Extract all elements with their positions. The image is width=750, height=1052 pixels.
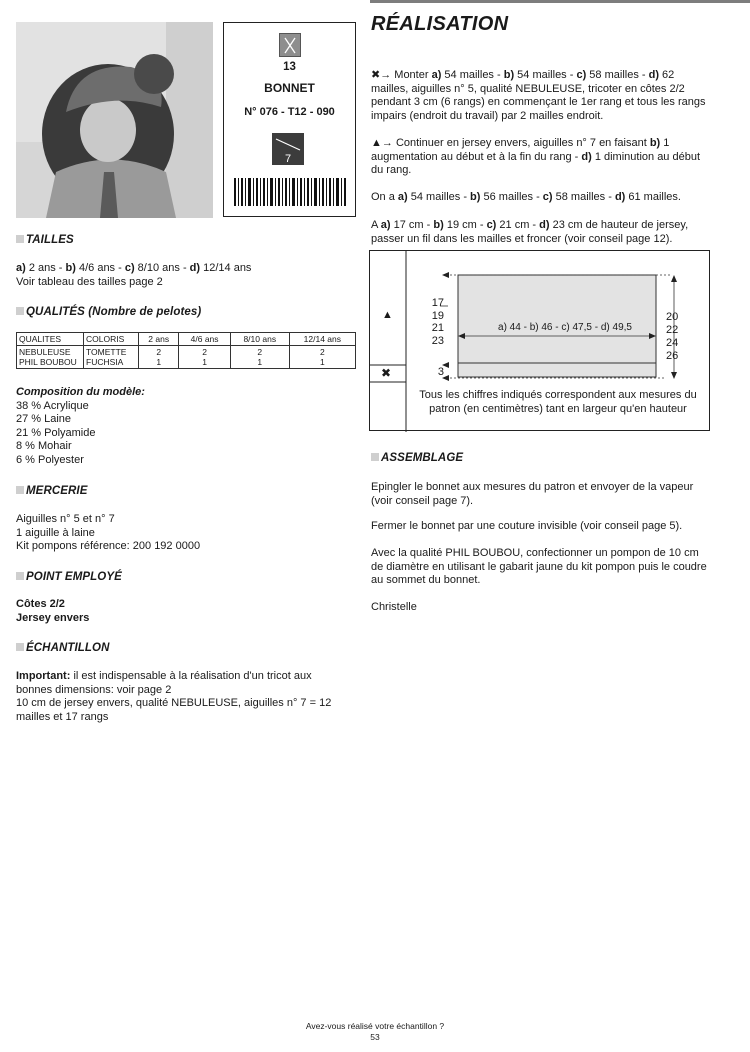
table-header: 8/10 ans [230, 333, 289, 346]
point-heading: POINT EMPLOYÉ [16, 571, 122, 585]
realisation-step-1: ✖→ Monter a) 54 mailles - b) 54 mailles - c) 58 mailles - d) 62 mailles, aiguilles n° 5, qualité NEBULEUSE, tricoter en côtes 2/2 pendant 3 cm (6 rangs) en commençant le 1er rang et tous les rangs impairs (endroit du travail) par 2 mailles endroit. [371, 69, 706, 122]
qualities-table [16, 332, 356, 369]
assemblage-step-3: Avec la qualité PHIL BOUBOU, confectionner un pompon de 10 cm de diamètre en utilisant le gabarit jaune du kit pompon puis le coudre au sommet du bonnet. [371, 547, 707, 586]
barcode-icon [234, 178, 346, 206]
realisation-step-4: A a) 17 cm - b) 19 cm - c) 21 cm - d) 23 cm de hauteur de jersey, passer un fil dans les mailles et froncer (voir conseil page 12). [371, 219, 689, 245]
table-row [17, 346, 356, 369]
footer-question: Avez-vous réalisé votre échantillon ? [305, 1021, 445, 1031]
mercerie-item: Aiguilles n° 5 et n° 7 [16, 513, 115, 525]
table-header: QUALITES [17, 333, 84, 346]
table-header-row [17, 333, 356, 346]
table-header: COLORIS [84, 333, 139, 346]
composition-heading: Composition du modèle: [16, 386, 145, 398]
table-header: 4/6 ans [179, 333, 230, 346]
rib-height-label: 3 [437, 366, 444, 378]
table-cell: TOMETTE FUCHSIA [84, 346, 139, 369]
composition-item: 38 % Acrylique [16, 399, 89, 412]
schema-note: Tous les chiffres indiqués correspondent aux mesures du patron (en centimètres) tant en largeur qu'en hauteur [419, 389, 697, 415]
point-list [16, 598, 89, 625]
pattern-number: 13 [283, 61, 296, 73]
assemblage-heading: ASSEMBLAGE [371, 452, 463, 466]
pattern-reference: N° 076 - T12 - 090 [244, 106, 335, 118]
table-header: 2 ans [139, 333, 179, 346]
pattern-schema [369, 250, 710, 431]
qualites-heading: QUALITÉS (Nombre de pelotes) [16, 306, 201, 320]
tailles-heading: TAILLES [16, 234, 74, 248]
table-cell: NEBULEUSE PHIL BOUBOU [17, 346, 84, 369]
table-cell: 2 1 [179, 346, 230, 369]
top-rule [370, 0, 750, 3]
assemblage-step-1: Epingler le bonnet aux mesures du patron et envoyer de la vapeur (voir conseil page 7). [371, 481, 694, 507]
pattern-card [223, 22, 356, 217]
echantillon-heading: ÉCHANTILLON [16, 642, 110, 656]
composition-item: 6 % Polyester [16, 453, 84, 466]
needle-size-icon [272, 133, 304, 165]
table-header: 12/14 ans [289, 333, 355, 346]
echantillon-text: Important: il est indispensable à la réalisation d'un tricot aux bonnes dimensions: voir page 2 10 cm de jersey envers, qualité NEBULEUSE, aiguilles n° 7 = 12 mailles et 17 rangs [16, 670, 332, 723]
assemblage-step-2: Fermer le bonnet par une couture invisible (voir conseil page 5). [371, 520, 683, 532]
table-cell: 2 1 [139, 346, 179, 369]
point-item: Jersey envers [16, 611, 90, 624]
pattern-title: BONNET [264, 81, 315, 95]
cross-symbol-icon: ✖ [381, 366, 392, 380]
realisation-title: RÉALISATION [371, 13, 509, 35]
right-height-labels: 20 22 24 26 [666, 311, 679, 362]
composition-item: 21 % Polyamide [16, 426, 96, 439]
composition-item: 8 % Mohair [16, 440, 72, 452]
composition-item: 27 % Laine [16, 413, 72, 425]
mercerie-heading: MERCERIE [16, 485, 88, 499]
realisation-step-2: ▲→ Continuer en jersey envers, aiguilles n° 7 en faisant b) 1 augmentation au début et à la fin du rang - d) 1 diminution au début du rang. [371, 137, 701, 176]
needle-size-label: 7 [284, 153, 292, 165]
width-label: a) 44 - b) 46 - c) 47,5 - d) 49,5 [498, 322, 632, 333]
cross-arrow-icon: ✖→ [371, 69, 392, 81]
page-number: 53 [370, 1032, 380, 1042]
left-height-labels: 17 19 21 23 [431, 297, 444, 347]
child-hat-photo-illustration [16, 22, 213, 218]
author-name: Christelle [371, 601, 417, 613]
mercerie-item: 1 aiguille à laine [16, 526, 95, 539]
triangle-symbol-icon: ▲ [382, 309, 393, 321]
table-cell: 2 1 [289, 346, 355, 369]
table-cell: 2 1 [230, 346, 289, 369]
tailles-text: a) 2 ans - b) 4/6 ans - c) 8/10 ans - d) 12/14 ans Voir tableau des tailles page 2 [16, 262, 252, 288]
realisation-step-3: On a a) 54 mailles - b) 56 mailles - c) 58 mailles - d) 61 mailles. [371, 191, 681, 203]
knitting-needles-icon [279, 33, 301, 57]
mercerie-list [16, 513, 200, 554]
composition-block [16, 386, 145, 467]
model-photo [16, 22, 213, 218]
point-item: Côtes 2/2 [16, 598, 65, 610]
triangle-arrow-icon: ▲→ [371, 137, 393, 149]
mercerie-item: Kit pompons référence: 200 192 0000 [16, 540, 201, 552]
